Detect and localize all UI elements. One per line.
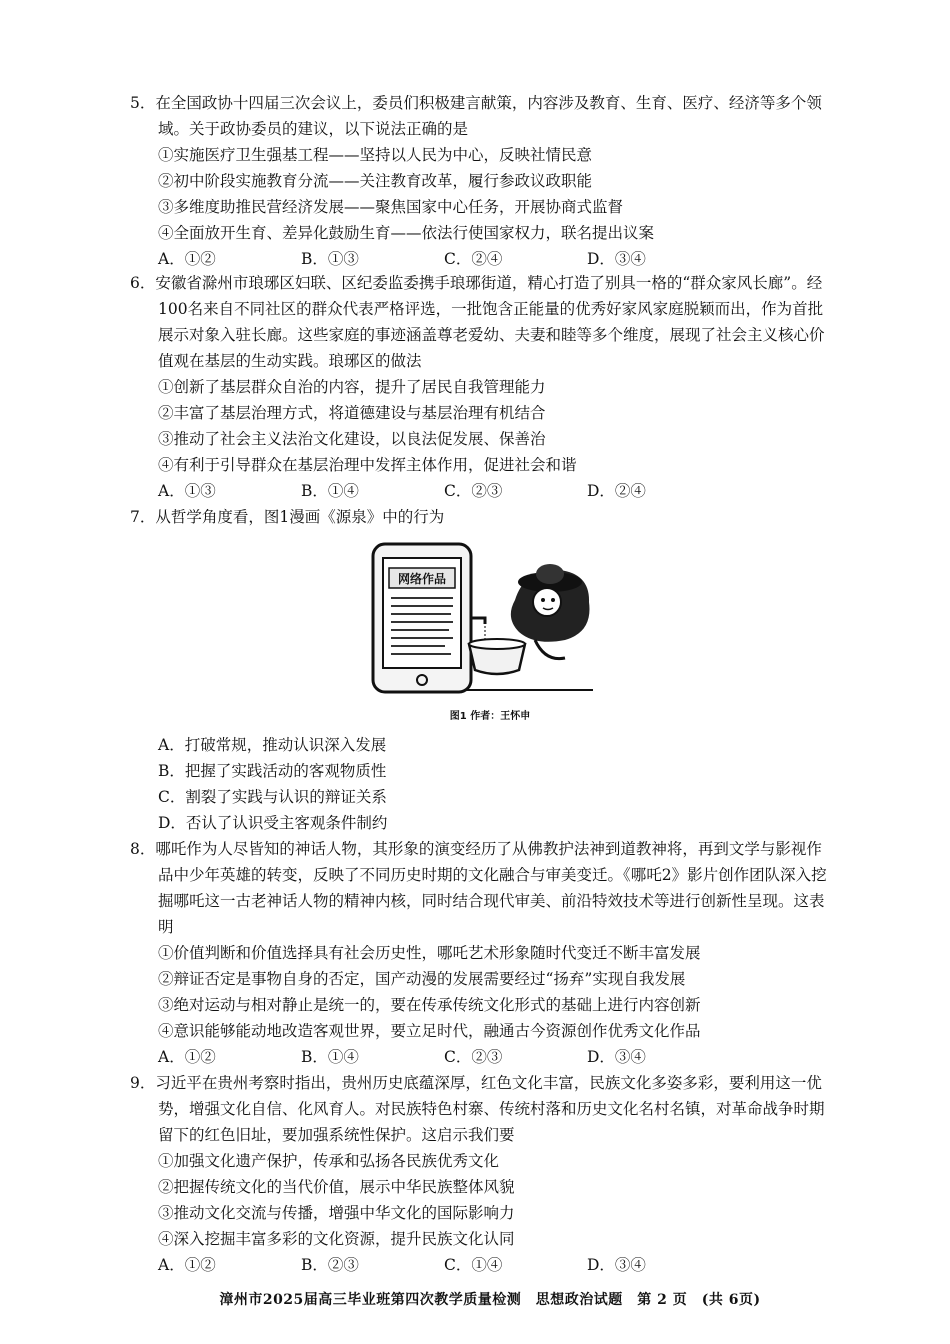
option-d: D．②④: [587, 482, 646, 500]
question-8-item-3: ③绝对运动与相对静止是统一的，要在传承传统文化形式的基础上进行内容创新: [158, 996, 701, 1014]
question-5-item-4: ④全面放开生育、差异化鼓励生育——依法行使国家权力，联名提出议案: [158, 224, 655, 242]
cartoon-figure: [365, 540, 595, 700]
question-8-item-1: ①价值判断和价值选择具有社会历史性，哪吒艺术形象随时代变迁不断丰富发展: [158, 944, 701, 962]
question-9-options: [130, 1252, 830, 1278]
option-d: D．否认了认识受主客观条件制约: [158, 814, 388, 832]
question-5-item-3: ③多维度助推民营经济发展——聚焦国家中心任务，开展协商式监督: [158, 198, 624, 216]
question-9: [130, 1070, 830, 1278]
option-c: C．②③: [444, 482, 503, 500]
figure-label: 网络作品: [397, 572, 447, 586]
question-7: [130, 504, 830, 530]
option-b: B．把握了实践活动的客观物质性: [158, 762, 387, 780]
option-a: A．打破常规，推动认识深入发展: [158, 736, 387, 754]
question-6: [130, 270, 830, 504]
option-c: C．①④: [444, 1256, 503, 1274]
option-b: B．②③: [301, 1256, 359, 1274]
question-9-item-2: ②把握传统文化的当代价值，展示中华民族整体风貌: [158, 1178, 515, 1196]
question-8-item-2: ②辩证否定是事物自身的否定，国产动漫的发展需要经过“扬弃”实现自我发展: [158, 970, 686, 988]
question-9-stem: 9．习近平在贵州考察时指出，贵州历史底蕴深厚，红色文化丰富，民族文化多姿多彩，要利用这一优势，增强文化自信、化风育人。对民族特色村寨、传统村落和历史文化名村名镇，对革命战争时期留下的红色旧址，要加强系统性保护。这启示我们要: [130, 1074, 825, 1144]
option-b: B．①④: [301, 1048, 359, 1066]
question-8-item-4: ④意识能够能动地改造客观世界，要立足时代，融通古今资源创作优秀文化作品: [158, 1022, 701, 1040]
question-5-item-2: ②初中阶段实施教育分流——关注教育改革，履行参政议政职能: [158, 172, 593, 190]
question-7-stem: 7．从哲学角度看，图1漫画《源泉》中的行为: [130, 508, 445, 526]
question-8: [130, 836, 830, 1070]
question-6-stem: 6．安徽省滁州市琅琊区妇联、区纪委监委携手琅琊街道，精心打造了别具一格的“群众家风长廊”。经100名来自不同社区的群众代表严格评选，一批饱含正能量的优秀好家风家庭脱颖而出，作为首批展示对象入驻长廊。这些家庭的事迹涵盖尊老爱幼、夫妻和睦等多个维度，展现了社会主义核心价值观在基层的生动实践。琅琊区的做法: [130, 274, 825, 370]
option-a: A．①②: [158, 1256, 216, 1274]
option-a: A．①②: [158, 250, 216, 268]
question-6-options: [130, 478, 830, 504]
question-5: [130, 90, 830, 272]
option-c: C．割裂了实践与认识的辩证关系: [158, 788, 387, 806]
question-9-item-4: ④深入挖掘丰富多彩的文化资源，提升民族文化认同: [158, 1230, 515, 1248]
question-6-item-4: ④有利于引导群众在基层治理中发挥主体作用，促进社会和谐: [158, 456, 577, 474]
option-d: D．③④: [587, 250, 646, 268]
question-7-options: [130, 732, 830, 836]
question-9-item-3: ③推动文化交流与传播，增强中华文化的国际影响力: [158, 1204, 515, 1222]
option-b: B．①④: [301, 482, 359, 500]
question-5-options: [130, 246, 830, 272]
page-footer: 漳州市2025届高三毕业班第四次教学质量检测 思想政治试题 第 2 页 (共 6页): [219, 1292, 761, 1308]
question-5-item-1: ①实施医疗卫生强基工程——坚持以人民为中心，反映社情民意: [158, 146, 593, 164]
question-8-options: [130, 1044, 830, 1070]
cartoon-illustration: [365, 540, 595, 700]
option-c: C．②③: [444, 1048, 503, 1066]
option-a: A．①③: [158, 482, 216, 500]
option-c: C．②④: [444, 250, 503, 268]
question-9-item-1: ①加强文化遗产保护，传承和弘扬各民族优秀文化: [158, 1152, 500, 1170]
question-6-item-3: ③推动了社会主义法治文化建设，以良法促发展、保善治: [158, 430, 546, 448]
question-6-item-1: ①创新了基层群众自治的内容，提升了居民自我管理能力: [158, 378, 546, 396]
option-b: B．①③: [301, 250, 359, 268]
figure-caption: 图1 作者：王怀申: [449, 711, 531, 722]
question-6-item-2: ②丰富了基层治理方式，将道德建设与基层治理有机结合: [158, 404, 546, 422]
question-5-stem: 5．在全国政协十四届三次会议上，委员们积极建言献策，内容涉及教育、生育、医疗、经济等多个领域。关于政协委员的建议，以下说法正确的是: [130, 94, 822, 138]
option-d: D．③④: [587, 1048, 646, 1066]
option-a: A．①②: [158, 1048, 216, 1066]
question-8-stem: 8．哪吒作为人尽皆知的神话人物，其形象的演变经历了从佛教护法神到道教神将，再到文学与影视作品中少年英雄的转变，反映了不同历史时期的文化融合与审美变迁。《哪吒2》影片创作团队深入挖掘哪吒这一古老神话人物的精神内核，同时结合现代审美、前沿特效技术等进行创新性呈现。这表明: [130, 840, 827, 936]
option-d: D．③④: [587, 1256, 646, 1274]
